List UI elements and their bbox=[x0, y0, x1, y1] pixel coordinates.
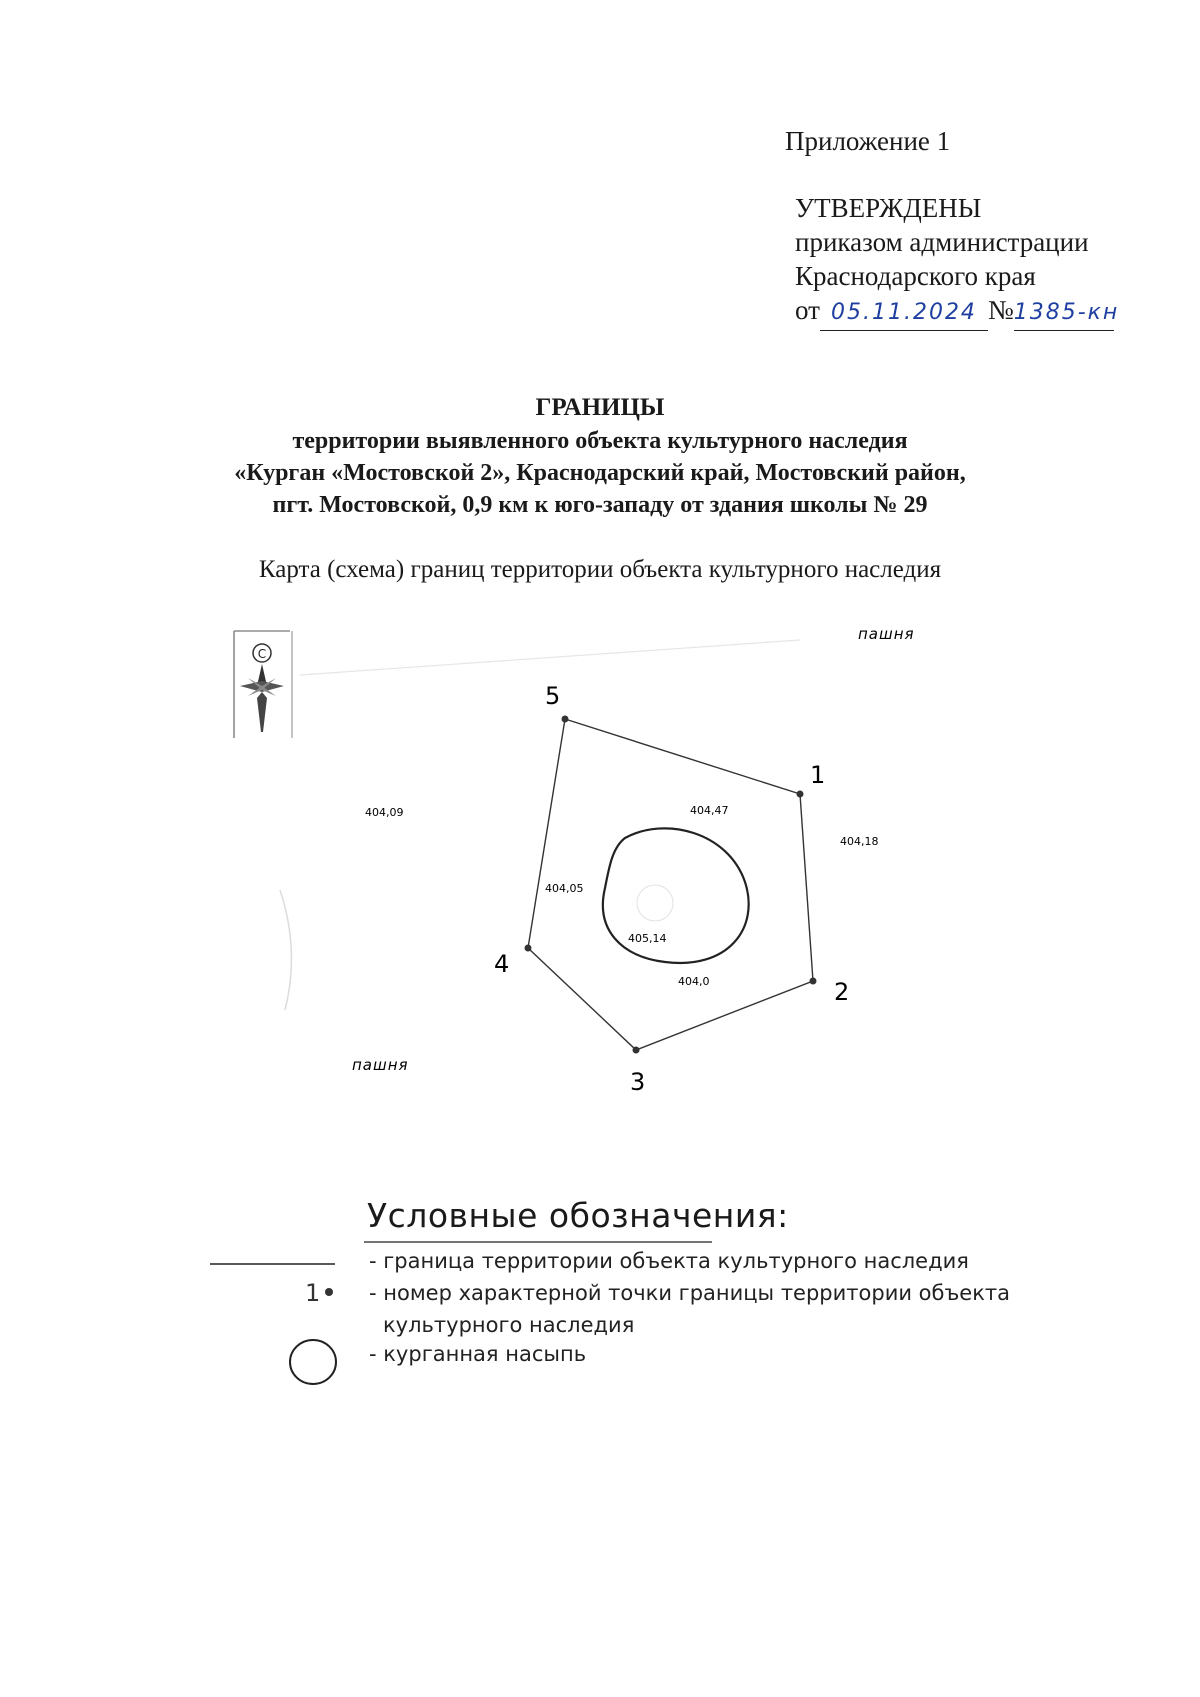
point-label-5: 5 bbox=[545, 682, 561, 710]
approved-heading: УТВЕРЖДЕНЫ bbox=[795, 193, 982, 223]
legend-item-point: - номер характерной точки границы территории объекта bbox=[369, 1281, 1011, 1305]
number-handwritten: 1385-кн bbox=[1013, 300, 1120, 325]
boundary-point-4 bbox=[525, 945, 532, 952]
legend-samples bbox=[205, 1252, 345, 1392]
elevation-center: 405,14 bbox=[628, 932, 667, 945]
point-label-1: 1 bbox=[810, 761, 826, 789]
order-date-number-line bbox=[795, 293, 1120, 331]
boundary-map bbox=[0, 620, 1200, 1120]
land-label-bottom: пашня bbox=[352, 1056, 409, 1074]
legend-mound-sample bbox=[290, 1340, 336, 1384]
title-line-2: «Курган «Мостовской 2», Краснодарский край, Мостовский район, bbox=[234, 460, 966, 486]
elevation-mark: 404,09 bbox=[365, 806, 404, 819]
boundary-point-2 bbox=[810, 978, 817, 985]
land-label-top: пашня bbox=[858, 625, 915, 643]
legend-title-underline bbox=[350, 1202, 730, 1246]
point-label-3: 3 bbox=[630, 1068, 646, 1096]
date-handwritten: 05.11.2024 bbox=[830, 300, 977, 325]
faint-mound-top bbox=[637, 885, 673, 921]
date-prefix: от bbox=[795, 295, 820, 325]
point-label-2: 2 bbox=[834, 978, 850, 1006]
number-field bbox=[1013, 293, 1120, 331]
faint-field-line bbox=[300, 640, 800, 675]
mound-outline bbox=[603, 828, 749, 963]
faint-field-curve bbox=[280, 890, 291, 1010]
point-label-4: 4 bbox=[494, 950, 510, 978]
legend-point-number-sample: 1 bbox=[305, 1279, 321, 1307]
date-field bbox=[820, 293, 988, 331]
elevation-mark: 404,18 bbox=[840, 835, 879, 848]
legend-item-boundary: - граница территории объекта культурного наследия bbox=[369, 1249, 969, 1273]
map-caption: Карта (схема) границ территории объекта культурного наследия bbox=[258, 556, 942, 583]
approval-block bbox=[795, 191, 1120, 331]
compass-letter: С bbox=[257, 647, 267, 661]
boundary-point-1 bbox=[797, 791, 804, 798]
title-line-1: территории выявленного объекта культурного наследия bbox=[292, 428, 908, 454]
legend-item-point-cont: культурного наследия bbox=[383, 1313, 635, 1337]
approved-by-line1: приказом администрации bbox=[795, 227, 1089, 257]
legend-item-mound: - курганная насыпь bbox=[369, 1342, 587, 1366]
approved-by-line2: Краснодарского края bbox=[795, 261, 1036, 291]
elevation-mark: 404,47 bbox=[690, 804, 729, 817]
legend-title: Условные обозначения: bbox=[367, 1196, 789, 1235]
elevation-mark: 404,05 bbox=[545, 882, 584, 895]
elevation-mark: 404,0 bbox=[678, 975, 710, 988]
appendix-label: Приложение 1 bbox=[785, 126, 951, 156]
boundary-point-5 bbox=[562, 716, 569, 723]
legend-point-dot-sample bbox=[325, 1288, 333, 1296]
boundary-point-3 bbox=[633, 1047, 640, 1054]
title-line-3: пгт. Мостовской, 0,9 км к юго-западу от здания школы № 29 bbox=[272, 492, 928, 518]
document-heading: ГРАНИЦЫ bbox=[535, 394, 665, 421]
north-arrow-icon bbox=[234, 631, 292, 738]
number-prefix: № bbox=[987, 295, 1014, 325]
